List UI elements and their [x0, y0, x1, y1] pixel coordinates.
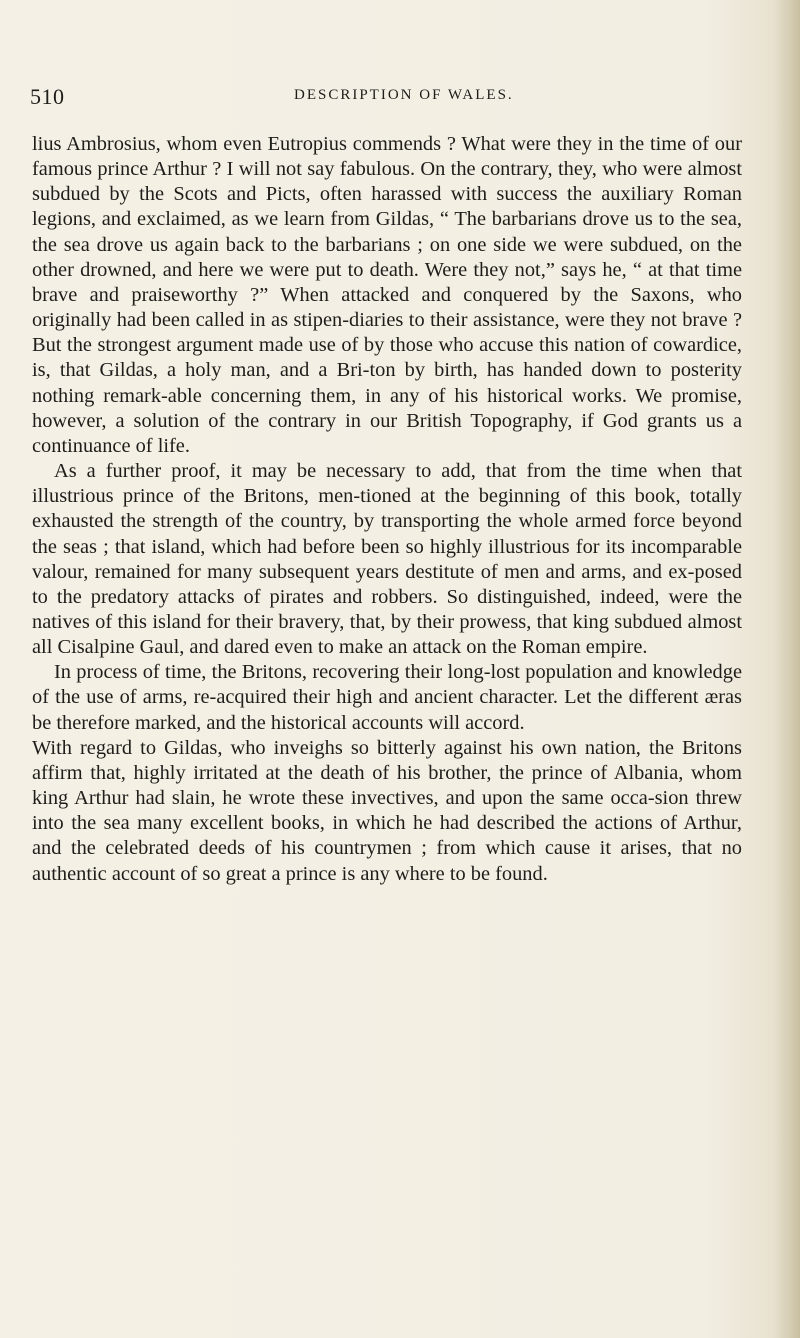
- paragraph: As a further proof, it may be necessary to add, that from the time when that illustrious prince of the Britons, men-tioned at the beginning of this book, totally exhausted the strength of the country, by transporting the whole armed force beyond the seas ; that island, which had before been so highly illustrious for its incomparable valour, remained for many subsequent years destitute of men and arms, and ex-posed to the predatory attacks of pirates and robbers. So distinguished, indeed, were the natives of this island for their bravery, that, by their prowess, that king subdued almost all Cisalpine Gaul, and dared even to make an attack on the Roman empire.: [32, 460, 742, 659]
- paragraph: In process of time, the Britons, recovering their long-lost population and knowledge of the use of arms, re-acquired their high and ancient character. Let the different æras be therefore marked, and the historical accounts will accord.: [32, 661, 742, 734]
- running-title: DESCRIPTION OF WALES.: [294, 87, 514, 103]
- page-header: [30, 84, 750, 114]
- body-text: [32, 132, 742, 887]
- paragraph-continued: lius Ambrosius, whom even Eutropius commends ? What were they in the time of our famous prince Arthur ? I will not say fabulous. On the contrary, they, who were almost subdued by the Scots and Picts, often harassed with success the auxiliary Roman legions, and exclaimed, as we learn from Gildas, “ The barbarians drove us to the sea, the sea drove us again back to the barbarians ; on one side we were subdued, on the other drowned, and here we were put to death. Were they not,” says he, “ at that time brave and praiseworthy ?” When attacked and conquered by the Saxons, who originally had been called in as stipen-diaries to their assistance, were they not brave ? But the strongest argument made use of by those who accuse this nation of cowardice, is, that Gildas, a holy man, and a Bri-ton by birth, has handed down to posterity nothing remark-able concerning them, in any of his historical works. We promise, however, a solution of the contrary in our British Topography, if God grants us a continuance of life.: [32, 133, 742, 457]
- page-edge-shadow: [774, 0, 800, 1338]
- page-number: 510: [30, 84, 65, 109]
- paragraph: With regard to Gildas, who inveighs so bitterly against his own nation, the Britons affirm that, highly irritated at the death of his brother, the prince of Albania, whom king Arthur had slain, he wrote these invectives, and upon the same occa-sion threw into the sea many excellent books, in which he had described the actions of Arthur, and the celebrated deeds of his countrymen ; from which cause it arises, that no authentic account of so great a prince is any where to be found.: [32, 736, 742, 885]
